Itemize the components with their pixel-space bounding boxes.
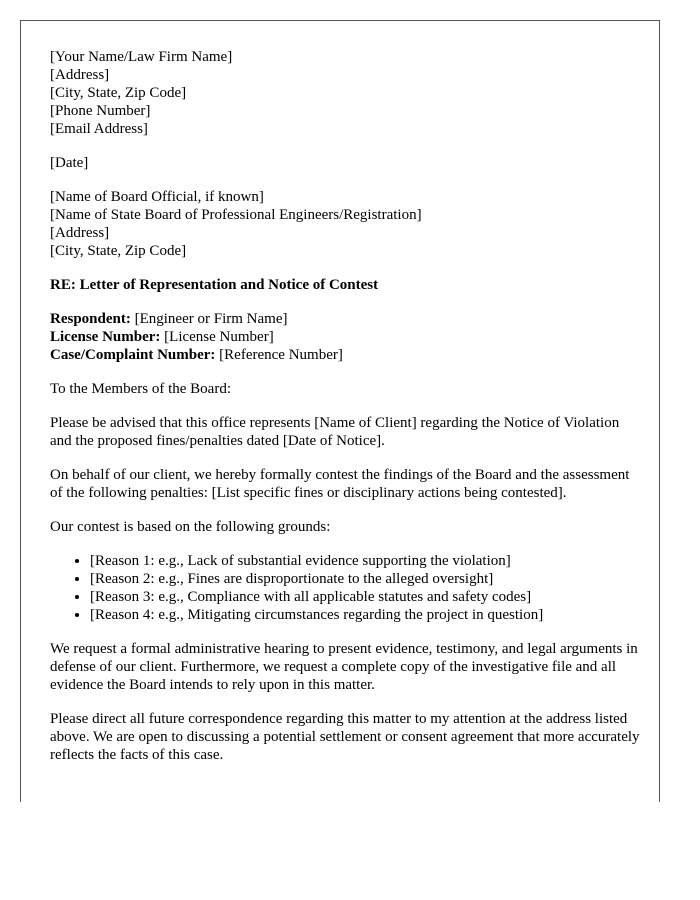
recipient-city-state-zip: [City, State, Zip Code] <box>50 243 187 259</box>
sender-address: [Address] <box>50 67 110 83</box>
list-item: • [Reason 1: e.g., Lack of substantial evidence supporting the violation] <box>90 552 640 570</box>
list-item: • [Reason 4: e.g., Mitigating circumstances regarding the project in question] <box>90 606 640 624</box>
sender-phone: [Phone Number] <box>50 103 151 119</box>
sender-email: [Email Address] <box>50 121 148 137</box>
paragraph-grounds-intro: Our contest is based on the following grounds: <box>50 519 331 535</box>
sender-city-state-zip: [City, State, Zip Code] <box>50 85 187 101</box>
respondent-label: Respondent: <box>50 311 131 327</box>
re-line-block <box>50 276 640 294</box>
case-label: Case/Complaint Number: <box>50 347 216 363</box>
license-label: License Number: <box>50 329 161 345</box>
recipient-address: [Address] <box>50 225 110 241</box>
case-line <box>50 346 640 364</box>
salutation: To the Members of the Board: <box>50 381 231 397</box>
paragraph-contest: On behalf of our client, we hereby formally contest the findings of the Board and the assessment of the following penalties: [List specific fines or disciplinary actions being contested]. <box>50 467 630 501</box>
letter-body <box>50 48 640 780</box>
recipient-official: [Name of Board Official, if known] <box>50 189 264 205</box>
paragraph-correspondence: Please direct all future correspondence regarding this matter to my attention at the address listed above. We are open to discussing a potential settlement or consent agreement that more accurately reflects the facts of this case. <box>50 711 640 763</box>
respondent-value: [Engineer or Firm Name] <box>130 311 288 327</box>
case-info-block <box>50 310 640 364</box>
license-value: [License Number] <box>160 329 274 345</box>
license-line <box>50 328 640 346</box>
letter-date: [Date] <box>50 155 89 171</box>
recipient-block <box>50 188 640 260</box>
case-value: [Reference Number] <box>215 347 343 363</box>
letter-page <box>20 20 660 802</box>
paragraph-hearing-request: We request a formal administrative hearing to present evidence, testimony, and legal arguments in defense of our client. Furthermore, we request a complete copy of the investigative file and all evidence the Board intends to rely upon in this matter. <box>50 641 638 693</box>
sender-name: [Your Name/Law Firm Name] <box>50 49 233 65</box>
list-item: • [Reason 2: e.g., Fines are disproportionate to the alleged oversight] <box>90 570 640 588</box>
paragraph-representation: Please be advised that this office represents [Name of Client] regarding the Notice of Violation and the proposed fines/penalties dated [Date of Notice]. <box>50 415 620 449</box>
sender-block <box>50 48 640 138</box>
list-item: • [Reason 3: e.g., Compliance with all applicable statutes and safety codes] <box>90 588 640 606</box>
re-line: RE: Letter of Representation and Notice of Contest <box>50 277 379 293</box>
respondent-line <box>50 310 640 328</box>
date-block <box>50 154 640 172</box>
recipient-board: [Name of State Board of Professional Engineers/Registration] <box>50 207 422 223</box>
reasons-list <box>50 552 640 624</box>
